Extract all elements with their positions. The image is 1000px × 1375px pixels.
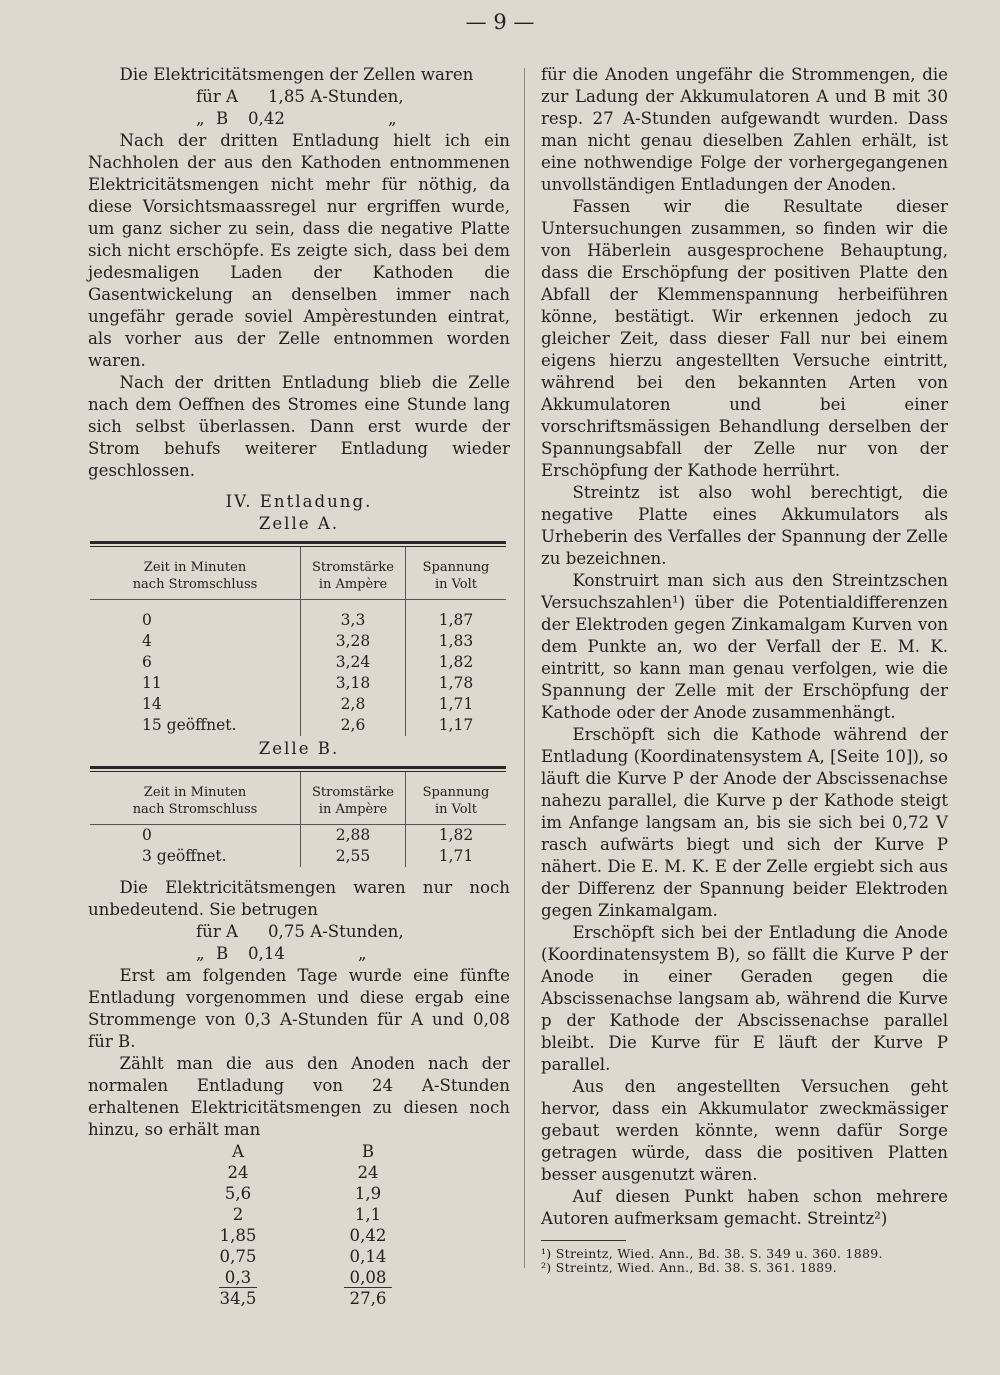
sum-row [158,1183,510,1204]
table-cell: 3,28 [300,631,405,652]
left-column [88,64,510,1309]
table-cell: 3,24 [300,652,405,673]
amount-value: 0,42 [248,109,285,128]
paragraph: Nach der dritten Entladung hielt ich ein Nachholen der aus den Kathoden entnommenen Elektricitätsmengen nicht mehr für nöthig, da diese Vorsichtsmaassregel nur ergriffen wurde, um ganz sicher zu sein, dass die negative Platte sich nicht erschöpfe. Es zeigte sich, dass bei dem jedesmaligen Laden der Kathoden die Gasentwickelung an denselben immer nach ungefähr gerade soviel Ampèrestunden eintrat, als vorher aus der Zelle entnommen worden waren. [88,131,510,370]
table-zelle-b [90,766,506,867]
amount-line [88,921,510,943]
right-column [541,64,948,1275]
header-cell: Stromstärke [312,560,394,575]
ditto-mark: „ [358,944,367,963]
sum-row [158,1162,510,1183]
table-header [90,772,506,825]
sum-table [158,1141,510,1309]
ditto-mark: „ [196,944,205,963]
table-row [90,631,506,652]
amount-value: 0,75 A-Stunden, [268,922,404,941]
paragraph: Nach der dritten Entladung blieb die Zelle nach dem Oeffnen des Stromes eine Stunde lang sich selbst überlassen. Dann erst wurde der Strom behufs weiterer Entladung wieder geschlossen. [88,373,510,480]
section-heading: IV. Entladung. [225,492,373,511]
table-cell: 1,78 [405,673,506,694]
table-zelle-a [90,541,506,736]
sum-cell-text: 0,08 [344,1268,393,1288]
table-cell: 0 [142,826,152,844]
table-header [90,547,506,600]
table-cell: 1,71 [405,846,506,867]
paragraph: Konstruirt man sich aus den Streintzschen Versuchszahlen¹) über die Potentialdifferenzen der Elektroden gegen Zinkamalgam Kurven von dem Punkte an, wo der Verfall der E. M. K. eintritt, so kann man genau verfolgen, wie die Spannung der Zelle mit der Erschöpfung der Kathode oder der Anode zusammenhängt. [541,571,948,722]
header-cell: nach Stromschluss [132,577,258,592]
footnote: ¹) Streintz, Wied. Ann., Bd. 38. S. 349 u. 360. 1889. [541,1246,883,1261]
table-cell: 1,82 [405,825,506,846]
table-cell: 2,55 [300,846,405,867]
sum-row [158,1267,510,1288]
sum-cell: 0,42 [349,1226,387,1245]
header-cell: in Ampère [318,577,388,592]
amount-label: für A [196,87,239,106]
sum-header: B [361,1142,375,1161]
paragraph: Zählt man die aus den Anoden nach der normalen Entladung von 24 A-Stunden erhaltenen Elektricitätsmengen zu diesen noch hinzu, so erhält man [88,1054,510,1139]
paragraph: Streintz ist also wohl berechtigt, die negative Platte eines Akkumulators als Urheberin des Verfalles der Spannung der Zelle zu bezeichnen. [541,483,948,568]
sum-cell: 1,9 [354,1184,382,1203]
header-cell: Stromstärke [312,785,394,800]
paragraph: Die Elektricitätsmengen waren nur noch unbedeutend. Sie betrugen [88,878,510,919]
amount-line [88,86,510,108]
table-cell: 3,3 [300,610,405,631]
header-cell: in Ampère [318,802,388,817]
table-cell: 6 [142,653,152,671]
sum-cell: 0,75 [219,1247,257,1266]
amount-label: für A [196,922,239,941]
sum-cell-text: 0,3 [219,1268,257,1288]
footnote-rule [541,1240,626,1241]
ditto-mark: „ [388,109,397,128]
sum-total: 27,6 [349,1289,387,1308]
sum-row [158,1225,510,1246]
table-body [90,610,506,736]
table-cell: 3,18 [300,673,405,694]
header-cell: Spannung [422,785,490,800]
paragraph: Die Elektricitätsmengen der Zellen waren [119,65,474,84]
table-cell: 0 [142,611,152,629]
header-cell: Spannung [422,560,490,575]
table-row [90,825,506,846]
table-title: Zelle A. [258,514,340,533]
amount-value: 0,14 [248,944,285,963]
amount-value: 1,85 A-Stunden, [268,87,404,106]
sum-cell: 1,1 [354,1205,382,1224]
table-title: Zelle B. [258,739,340,758]
sum-cell: 1,85 [219,1226,257,1245]
paragraph: Erschöpft sich die Kathode während der Entladung (Koordinatensystem A, [Seite 10]), so läuft die Kurve P der Anode der Abscissenachse nahezu parallel, die Kurve p der Kathode steigt im Anfange langsam an, bis sie sich bei 0,72 V rasch aufwärts biegt und sich der Kurve P nähert. Die E. M. K. E der Zelle ergiebt sich aus der Differenz der Spannung beider Elektroden gegen Zinkamalgam. [541,725,948,920]
table-cell: 2,88 [300,825,405,846]
table-cell: 2,6 [300,715,405,736]
sum-row [158,1204,510,1225]
table-cell: 1,17 [405,715,506,736]
sum-cell: 5,6 [224,1184,252,1203]
header-cell: nach Stromschluss [132,802,258,817]
table-row [90,694,506,715]
table-cell: 2,8 [300,694,405,715]
amount-label: B [216,944,229,963]
sum-cell [158,1267,318,1288]
header-cell: in Volt [434,577,478,592]
table-row [90,652,506,673]
amount-label: B [216,109,229,128]
table-cell: 11 [142,674,162,692]
table-cell: 14 [142,695,162,713]
ditto-mark: „ [196,109,205,128]
table-cell: 1,83 [405,631,506,652]
header-cell: in Volt [434,802,478,817]
amount-line [88,943,510,965]
table-cell: 3 geöffnet. [142,847,227,865]
sum-row [158,1246,510,1267]
sum-cell: 2 [232,1205,244,1224]
table-cell: 1,87 [405,610,506,631]
paragraph: Aus den angestellten Versuchen geht hervor, dass ein Akkumulator zweckmässiger gebaut werden könnte, wenn dafür Sorge getragen würde, dass die positiven Platten besser ausgenutzt wären. [541,1077,948,1184]
sum-cell: 24 [357,1163,379,1182]
table-cell: 1,82 [405,652,506,673]
header-cell: Zeit in Minuten [143,560,247,575]
paragraph: Erst am folgenden Tage wurde eine fünfte Entladung vorgenommen und diese ergab eine Strommenge von 0,3 A-Stunden für A und 0,08 für B. [88,966,510,1051]
table-row [90,610,506,631]
table-row [90,715,506,736]
paragraph: Fassen wir die Resultate dieser Untersuchungen zusammen, so finden wir die von Häberlein ausgesprochene Behauptung, dass die Erschöpfung der positiven Platte den Abfall der Klemmenspannung herbeiführen könne, bestätigt. Wir erkennen jedoch zu gleicher Zeit, dass dieser Fall nur bei einem eigens hierzu angestellten Versuche eintritt, während bei den bekannten Arten von Akkumulatoren und bei einer vorschriftsmässigen Behandlung derselben der Spannungsabfall der Zelle nur von der Erschöpfung der Kathode herrührt. [541,197,948,480]
table-body [90,825,506,867]
sum-cell: 0,14 [349,1247,387,1266]
amount-line [88,108,510,130]
paragraph: für die Anoden ungefähr die Strommengen, die zur Ladung der Akkumulatoren A und B mit 30 resp. 27 A-Stunden aufgewandt wurden. Dass man nicht genau dieselben Zahlen erhält, ist eine nothwendige Folge der vorhergegangenen unvollständigen Entladungen der Anoden. [541,65,948,194]
paragraph: Auf diesen Punkt haben schon mehrere Autoren aufmerksam gemacht. Streintz²) [541,1187,948,1228]
paragraph: Erschöpft sich bei der Entladung die Anode (Koordinatensystem B), so fällt die Kurve P der Anode in einer Geraden gegen die Abscissenachse langsam ab, während die Kurve p der Kathode der Abscissenachse parallel bleibt. Die Kurve für E läuft der Kurve P parallel. [541,923,948,1074]
sum-cell [308,1267,428,1288]
table-cell: 4 [142,632,152,650]
sum-header: A [232,1142,244,1161]
table-cell: 1,71 [405,694,506,715]
sum-total: 34,5 [219,1289,257,1308]
column-divider [524,68,525,1268]
table-row [90,673,506,694]
header-cell: Zeit in Minuten [143,785,247,800]
table-cell: 15 geöffnet. [142,716,237,734]
sum-cell: 24 [227,1163,249,1182]
table-row [90,846,506,867]
footnote: ²) Streintz, Wied. Ann., Bd. 38. S. 361. 1889. [541,1260,837,1275]
page-number: — 9 — [465,10,535,34]
